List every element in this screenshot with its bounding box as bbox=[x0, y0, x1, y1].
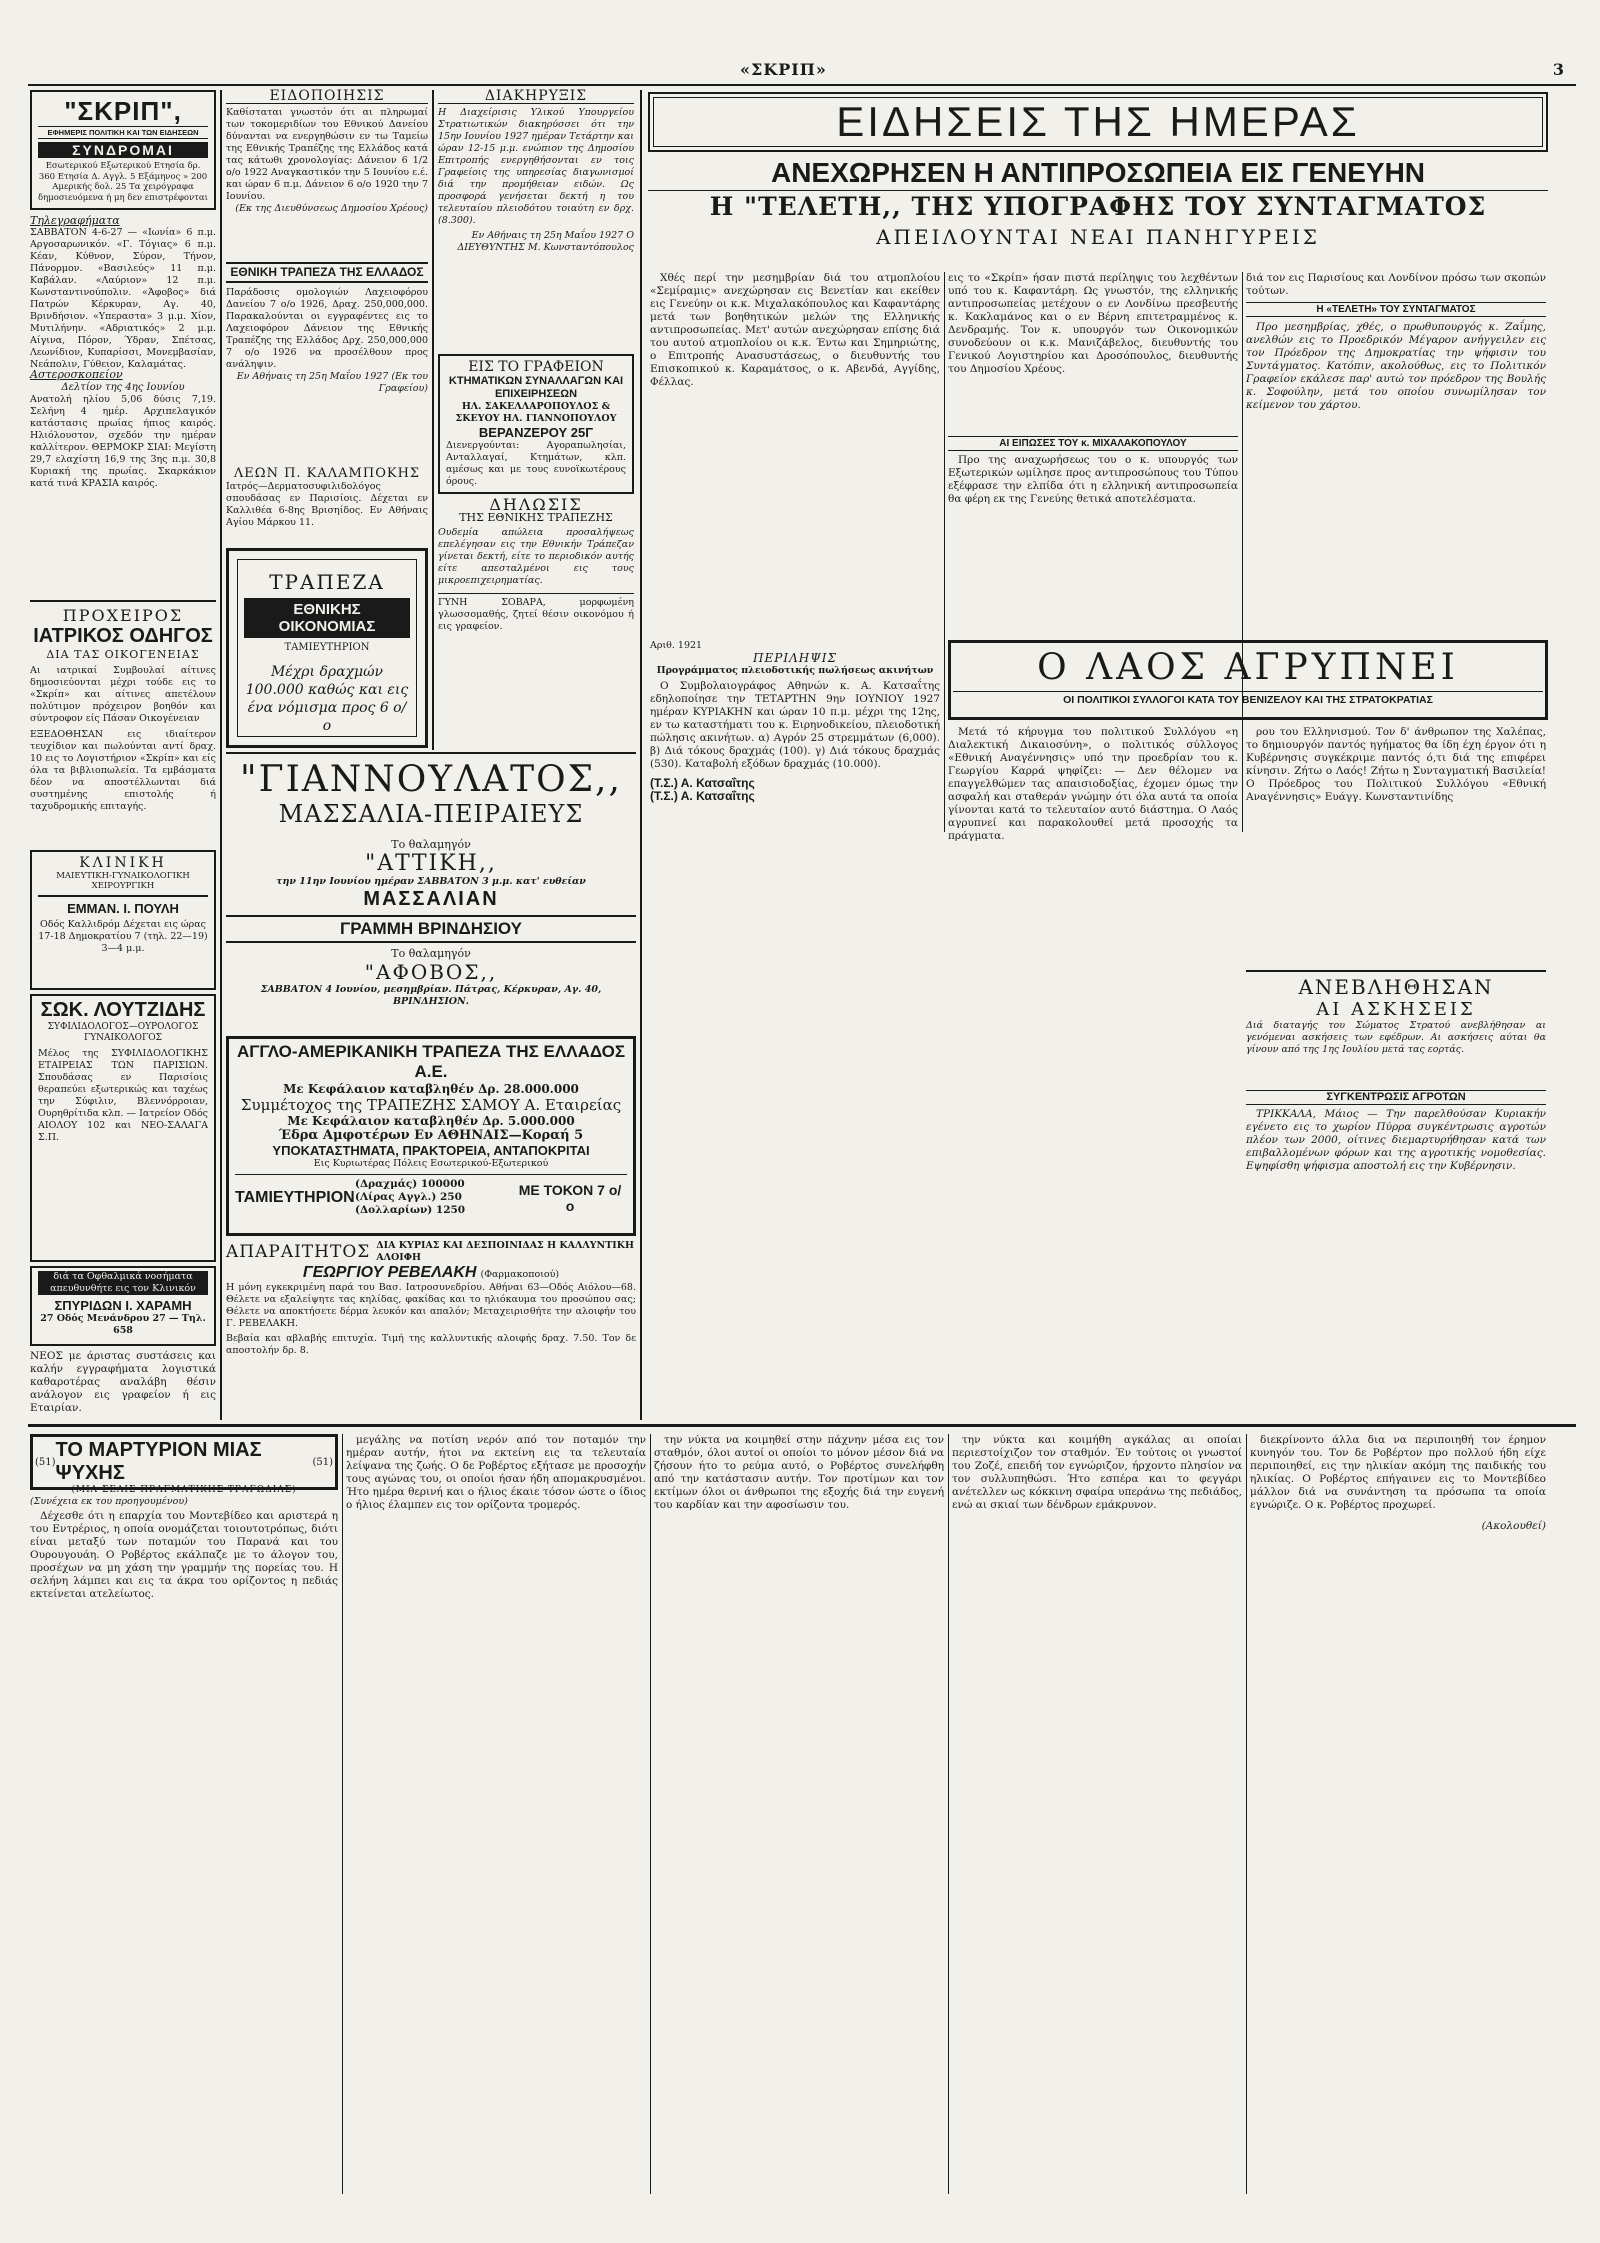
bank-declaration-subtitle: ΤΗΣ ΕΘΝΙΚΗΣ ΤΡΑΠΕΖΗΣ bbox=[459, 511, 613, 524]
observatory-title: Αστεροσκοπείον bbox=[30, 368, 123, 381]
main-headline: ΑΝΕΧΩΡΗΣΕΝ Η ΑΝΤΙΠΡΟΣΩΠΕΙΑ ΕΙΣ ΓΕΝΕΥΗΝ bbox=[770, 157, 1426, 188]
woman-notice: ΓΥΝΗ ΣΟΒΑΡΑ, μορφωμένη γλωσσομαθής, ζητεί θέσιν οικονόμου ή εις γραφείον. bbox=[438, 593, 634, 633]
office-subtitle: ΚΤΗΜΑΤΙΚΩΝ ΣΥΝΑΛΛΑΓΩΝ ΚΑΙ ΕΠΙΧΕΙΡΗΣΕΩΝ bbox=[448, 375, 624, 400]
national-bank-title: ΕΘΝΙΚΗ ΤΡΑΠΕΖΑ ΤΗΣ ΕΛΛΑΔΟΣ bbox=[226, 262, 428, 283]
serial-continuation: (Συνέχεια εκ του προηγουμένου) bbox=[30, 1496, 188, 1507]
michalakopoulos-text: Προ της αναχωρήσεως του ο κ. υπουργός των Εξωτερικών ωμίλησε προς αντιπροσώπους του Τύπου εξέφρασε την ελπίδα ότι η ελληνική αντιπροσωπεία θα φέρη εκ της Γενεύης θετικά αποτελέσματα. bbox=[948, 454, 1238, 505]
serial-divider-3 bbox=[948, 1434, 949, 2194]
kalampokis-name: ΛΕΩΝ Π. ΚΑΛΑΜΠΟΚΗΣ bbox=[233, 466, 421, 481]
ship1-text: την 11ην Ιουνίου ημέραν ΣΑΒΒΑΤΟΝ 3 μ.μ. κατ' ευθείαν bbox=[276, 876, 586, 887]
serial-paragraph-3: την νύκτα να κοιμηθεί στην πάχνην μέσα εις τον σταθμόν, όλοι αυτοί οι οποίοι το μόνον μέσον διά να ζήσουν ήτο το ρεύμα αυτό, ο Ροβέρτος συνελήφθη από την κατάστασιν αυτήν. Τον προτίμων και τον εκτίμων όλοι οι άνθρωποι της εξοχής διά την ευγενή του καρδίαν και την αφοσίωσιν του. bbox=[654, 1434, 944, 1511]
anglo-rate-drachmas: (Δραχμάς) 100000 bbox=[355, 1178, 465, 1190]
auction-subtitle: Προγράμματος πλειοδοτικής πωλήσεως ακινήτων bbox=[656, 665, 934, 676]
news-col-c-text: διά τον εις Παρισίους και Λονδίνον πρόσω των σκοπών τούτων. bbox=[1246, 272, 1546, 297]
auction-title: ΠΕΡΙΛΗΨΙΣ bbox=[753, 651, 837, 665]
real-estate-office-ad bbox=[438, 354, 634, 494]
news-col-a-text: Χθές περί την μεσημβρίαν διά του ατμοπλοίου «Σεμίραμις» ανεχώρησαν εις Βενετίαν και εκείθεν εις Γενεύην οι κ.κ. Μιχαλακόπουλος και Καφαντάρης μετά των βοηθητικών μελών της Ελληνικής αντιπροσωπείας. Μετ' αυτών ανεχώρησαν επίσης διά του αυτού ατμοπλοίου οι κ.κ. Έντω και Σημηριώτης, ο Επιτροπής Ανασυστάσεως, ο διευθυντής του Επισκοπικού κ. Καραμάτσος, ο κ. Αβενδά, Αγγίδης, Φέλλας. bbox=[650, 272, 940, 388]
serial-title: ΤΟ ΜΑΡΤΥΡΙΟΝ ΜΙΑΣ ΨΥΧΗΣ bbox=[55, 1439, 262, 1484]
anglo-capital-2: Με Κεφάλαιον καταβληθέν Δρ. 5.000.000 bbox=[287, 1114, 575, 1128]
postponed-subtitle: ΑΙ ΑΣΚΗΣΕΙΣ bbox=[1316, 999, 1476, 1020]
top-rule bbox=[28, 84, 1576, 86]
michalakopoulos-title: ΑΙ ΕΙΠΩΣΕΣ ΤΟΥ κ. ΜΙΧΑΛΑΚΟΠΟΥΛΟΥ bbox=[948, 436, 1238, 451]
announcement-section bbox=[226, 90, 428, 260]
lutzidis-ad bbox=[30, 994, 216, 1262]
office-names: ΗΛ. ΣΑΚΕΛΛΑΡΟΠΟΥΛΟΣ & ΣΚΕΥΟΥ ΗΛ. ΓΙΑΝΝΟΠΟΥΛΟΥ bbox=[455, 401, 617, 424]
people-awake-subtitle: ΟΙ ΠΟΛΙΤΙΚΟΙ ΣΥΛΛΟΓΟΙ ΚΑΤΑ ΤΟΥ ΒΕΝΙΖΕΛΟΥ ΚΑΙ ΤΗΣ ΣΤΡΑΤΟΚΡΑΤΙΑΣ bbox=[953, 691, 1543, 706]
trapeza-text: Μέχρι δραχμών 100.000 καθώς και εις ένα νόμισμα προς 6 ο/ο bbox=[245, 664, 409, 734]
anglo-branches: ΥΠΟΚΑΤΑΣΤΗΜΑΤΑ, ΠΡΑΚΤΟΡΕΙΑ, ΑΝΤΑΠΟΚΡΙΤΑΙ bbox=[272, 1143, 590, 1158]
job-notice bbox=[30, 1350, 216, 1420]
masthead-name: "ΣΚΡΙΠ", bbox=[64, 96, 182, 126]
medical-text: Αι ιατρικαί Συμβουλαί αίτινες δημοσιεύονται μέχρι τούδε εις το «Σκρίπ» και αίτινες απετέλουν πολύτιμον πρόχειρον βοηθόν και σύντροφον είς Πάσαν Οικογένειαν bbox=[30, 665, 216, 724]
main-headline-block bbox=[648, 156, 1548, 266]
serial-number-right: (51) bbox=[312, 1456, 333, 1468]
trapeza-ad bbox=[226, 548, 428, 748]
telegraph-title: Τηλεγραφήματα bbox=[30, 214, 120, 227]
ship1-name: "ΑΤΤΙΚΗ,, bbox=[365, 851, 497, 876]
postponed-text: Διά διαταγής του Σώματος Στρατού ανεβλήθησαν αι γενόμεναι ασκήσεις των εφέδρων. Αι ασκήσεις αύται θα γίνουν από της 1ης Ιουλίου μετά τας εορτάς. bbox=[1246, 1020, 1546, 1055]
kalampokis-ad bbox=[226, 466, 428, 542]
trapeza-name: ΕΘΝΙΚΗΣ ΟΙΚΟΝΟΜΙΑΣ bbox=[244, 598, 410, 638]
announcement-sign: (Εκ της Διευθύνσεως Δημοσίου Χρέους) bbox=[235, 203, 428, 214]
auction-sign-1: (Τ.Σ.) Α. Κατσαΐτης bbox=[650, 776, 755, 790]
running-head bbox=[0, 60, 1600, 82]
serial-col-4 bbox=[952, 1434, 1242, 2194]
people-awake-text-2: ρου του Ελληνισμού. Τον δ' άνθρωπον της Χαλέπας, το δημιουργόν παντός ηγήματος θα ίδη έχη έργον ότι η Κυβέρνησις συγκέκριμε παντός ό,τι διά της επιφέρει κίνησιν. Ζήτω ο Λαός! Ζήτω η Συνταγματική Βασιλεία! Ο Πρόεδρος του Πολιτικού Συλλόγου «Εθνική Αναγέννησις» Ευάγγ. Κωνσταντινίδης bbox=[1246, 726, 1546, 803]
medical-guide-section bbox=[30, 606, 216, 846]
anglo-rate-pounds: (Λίρας Αγγλ.) 250 bbox=[355, 1191, 462, 1203]
postponed-exercises bbox=[1246, 970, 1546, 1055]
serial-col-3 bbox=[654, 1434, 944, 2194]
masthead-tagline: ΕΦΗΜΕΡΙΣ ΠΟΛΙΤΙΚΗ ΚΑΙ ΤΩΝ ΕΙΔΗΣΕΩΝ bbox=[38, 126, 208, 139]
medical-published: ΕΞΕΔΟΘΗΣΑΝ εις ιδιαίτερον τευχίδιον και πωλούνται αντί δραχ. 10 εις το Λογιστήριον «Σκρίπ» και είς όλα τα βιβλιοπωλεία. Τα εμβάσματα δέον να αποστέλλωνται διά συστημένης επιστολής ή ταχυδρομικής επιταγής. bbox=[30, 729, 216, 812]
observatory-text: Ανατολή ηλίου 5,06 δύσις 7,19. Σελήνη 4 ημέρ. Αρχιπελαγικόν κατάστασις πρωίας ήπιος καιρός. Ηλιόλουστον, σχεδόν την ημέραν καλλίτερον. ΘΕΡΜΟΚΡ ΣΙΑΙ: Μεγίστη 29,7 ελαχίστη 16,9 της 3ης π.μ. 30,8 Κυριακή της πρωίας. Σκαρκάκιον κατά τινά ΚΡΑΣΙΑ καιρός. bbox=[30, 394, 216, 489]
ophthalmology-name: ΣΠΥΡΙΔΩΝ Ι. ΧΑΡΑΜΗ bbox=[54, 1298, 192, 1313]
lutzidis-title: ΣΩΚ. ΛΟΥΤΖΙΔΗΣ bbox=[40, 999, 206, 1021]
people-awake-col-2 bbox=[1246, 726, 1546, 966]
office-title: ΕΙΣ ΤΟ ΓΡΑΦΕΙΟΝ bbox=[468, 359, 604, 375]
serial-paragraph-2: μεγάλης να ποτίση νερόν από τον ποταμόν την ημέραν αυτήν, ήτοι να εκτείνη εις τα τελευταία λείψανα της ζωής. Ο δε Ροβέρτος εξήτασε με προσοχήν τους αγώνας του, οι οποίοι ήσαν ήδη απομακρυσμένοι. Ήτο ημέρα θερινή και ο ήλιος έκαιε τόσον ώστε ο ίδιος ο ήλιος έλαμπεν εις τον ορίζοντα τρομερός. bbox=[346, 1434, 646, 1511]
rebelakis-small: Βεβαία και αβλαβής επιτυχία. Τιμή της καλλυντικής αλοιφής δραχ. 7.50. Τον δε αποστολήν δρ. 8. bbox=[226, 1333, 636, 1356]
serial-divider-4 bbox=[1246, 1434, 1247, 2194]
anglo-title: ΑΓΓΛΟ-ΑΜΕΡΙΚΑΝΙΚΗ ΤΡΑΠΕΖΑ ΤΗΣ ΕΛΛΑΔΟΣ Α.Ε. bbox=[236, 1042, 626, 1081]
serial-number-left: (51) bbox=[35, 1456, 56, 1468]
running-head-title: «ΣΚΡΙΠ» bbox=[740, 60, 827, 79]
farmers-gathering bbox=[1246, 1090, 1546, 1240]
ship1-destination: ΜΑΣΣΑΛΙΑΝ bbox=[363, 888, 499, 910]
farmers-text: ΤΡΙΚΚΑΛΑ, Μάιος — Την παρελθούσαν Κυριακήν εγένετο εις το χωρίον Πύρρα συγκέντρωσις αγροτών πλέον των 2000, οίτινες διεμαρτυρήθησαν κατά των επιβαλλομένων φόρων και της αγροτικής νομοθεσίας. Εψηφίσθη ψήφισμα αποστολή εις την Κυβέρνησιν. bbox=[1246, 1108, 1546, 1172]
subscriptions-title: ΣΥΝΔΡΟΜΑΙ bbox=[38, 142, 208, 158]
masthead-box bbox=[30, 90, 216, 210]
medical-subtitle: ΔΙΑ ΤΑΣ ΟΙΚΟΓΕΝΕΙΑΣ bbox=[46, 648, 200, 661]
serial-subtitle: (ΜΙΑ ΣΕΛΙΣ ΠΡΑΓΜΑΤΙΚΗΣ ΤΡΑΓΩΔΙΑΣ) bbox=[71, 1485, 297, 1495]
people-awake-title: Ο ΛΑΟΣ ΑΓΡΥΠΝΕΙ bbox=[1037, 647, 1459, 688]
news-divider-1 bbox=[944, 272, 945, 832]
job-notice-text: ΝΕΟΣ με άριστας συστάσεις και καλήν εγγραφήματα λογιστικά καθαροτέρας αναλάβη θέσιν ανάλογον εις γραφείον ή εις Εταιρίαν. bbox=[30, 1350, 216, 1414]
national-bank-text: Παράδοσις ομολογιών Λαχειοφόρου Δανείου 7 ο/ο 1926, Δραχ. 250,000,000. Παρακαλούνται οι εγγραφέντες εις το Λαχειοφόρον Δάνειον της Εθνικής Τραπέζης της Ελλάδος Δρχ. 250,000,000 7 ο/ο 1926 να προσέλθουν προς ανάληψιν. bbox=[226, 287, 428, 370]
news-of-day-banner bbox=[648, 92, 1548, 152]
auction-sign-2: (Τ.Σ.) Α. Κατσαΐτης bbox=[650, 789, 755, 803]
subscriptions-text: Εσωτερικού Εξωτερικού Ετησία δρ. 360 Ετησία Δ. Αγγλ. 5 Εξάμηνος » 200 Αμερικής δολ. 25 Τα χειρόγραφα δημοσιευόμενα ή μη δεν επιστρέφονται bbox=[38, 161, 208, 203]
clinic-rule bbox=[38, 895, 208, 897]
serial-to-be-continued: (Ακολουθεί) bbox=[1481, 1520, 1546, 1532]
telegraph-section bbox=[30, 214, 216, 370]
ship2-intro: Το θαλαμηγόν bbox=[391, 947, 471, 960]
news-column-c bbox=[1246, 272, 1546, 632]
serial-top-rule bbox=[28, 1424, 1576, 1427]
medical-prefix: ΠΡΟΧΕΙΡΟΣ bbox=[62, 606, 184, 625]
shipping-title: "ΓΙΑΝΝΟΥΛΑΤΟΣ,, bbox=[240, 759, 622, 800]
postponed-title: ΑΝΕΒΛΗΘΗΣΑΝ bbox=[1298, 975, 1494, 999]
national-bank-sign: Εν Αθήναις τη 25η Μαΐου 1927 (Εκ του Γραφείου) bbox=[236, 371, 428, 394]
serial-divider-2 bbox=[650, 1434, 651, 2194]
clinic-title: ΚΛΙΝΙΚΗ bbox=[79, 855, 167, 871]
bank-declaration-section bbox=[438, 495, 634, 678]
ophthalmology-address: 27 Οδός Μενάνδρου 27 — Τηλ. 658 bbox=[40, 1313, 206, 1336]
announcement-text: Καθίσταται γνωστόν ότι αι πληρωμαί των τοκομεριδίων του Εθνικού Δανείου δύνανται να ενεργηθώσιν εν τω Ταμείω της Εθνικής Τραπέζης της Ελλάδος κατά τας κάτωθι χρονολογίας: Δάνειον 6 1/2 ο/ο 1922 Αναγκαστικόν την 5 Ιουνίου ε.έ. και ώραν 6 π.μ. Δάνειον 6 ο/ο 1920 την 7 Ιουνίου. bbox=[226, 107, 428, 202]
serial-paragraph-5: διεκρίνοντο άλλα δια να περιποιηθή τον έρημον κυνηγόν του. Τον δε Ροβέρτον προ πολλού ήδη είχε περιποιηθεί, εις την ηλικίαν ακόμη της παιδικής του ηλικίας. Ο Ροβέρτος επήγαινεν εις το Μοντεβίδεο μάλλον διά να συνάντηση τα πρόσωπα τα οποία εγνώριζε. Ο κ. Ροβέρτος προχωρεί. bbox=[1250, 1434, 1546, 1511]
ship2-name: "ΑΦΟΒΟΣ,, bbox=[364, 960, 498, 984]
declaration-text: Η Διαχείρισις Υλικού Υπουργείου Στρατιωτικών διακηρύσσει ότι την 15ην Ιουνίου 1927 ημέραν Τετάρτην και ώραν 12-15 μ.μ. ενώπιον της Δημοσίου Επιτροπής ενεργηθήσονται εν τοις Γραφείοις της υπηρεσίας διαγωνισμοί διά την προμήθειαν ειδών. Ως προσφορά γενήσεται δεκτή η του τελευταίου πλειοδότου τοιαύτη εν δρχ. (8.300). bbox=[438, 107, 634, 226]
anglo-branches-subtitle: Εις Κυριωτέρας Πόλεις Εσωτερικού-Εξωτερικού bbox=[313, 1158, 549, 1169]
declaration-sign: Εν Αθήναις τη 25η Μαΐου 1927 Ο ΔΙΕΥΘΥΝΤΗΣ Μ. Κωνσταντόπουλος bbox=[457, 230, 634, 253]
serial-paragraph-4: την νύκτα και κοιμήθη αγκάλας αι οποίαι περιεστοίχιζον τον σταθμόν. Έν τούτοις οι γνωστοί του Ζοζέ, επειδή τον εγνώριζον, ήρχοντο πλησίον να τον συλλυπηθώσι. Ήτο εσπέρα και το φεγγάρι ανέτελλεν ως κόκκινη σφαίρα υπεράνω της πεδιάδος, ενώ αι σκιαί των δένδρων εμάκρυνον. bbox=[952, 1434, 1242, 1511]
ceremony-title: Η «ΤΕΛΕΤΗ» ΤΟΥ ΣΥΝΤΑΓΜΑΤΟΣ bbox=[1246, 302, 1546, 317]
michalakopoulos-section bbox=[948, 436, 1238, 636]
rebelakis-ad bbox=[226, 1240, 636, 1440]
anglo-interest: ΜΕ ΤΟΚΟΝ 7 ο/ο bbox=[518, 1181, 622, 1214]
office-text: Διενεργούνται: Αγοραπωλησίαι, Ανταλλαγαί, Κτημάτων, κλπ. αμέσως και με τους ευνοϊκωτέρους όρους. bbox=[446, 440, 626, 487]
office-address: ΒΕΡΑΝΖΕΡΟΥ 25Γ bbox=[478, 425, 594, 440]
shipping-route: ΜΑΣΣΑΛΙΑ-ΠΕΙΡΑΙΕΥΣ bbox=[278, 800, 584, 828]
lutzidis-text: Μέλος της ΣΥΦΙΛΙΔΟΛΟΓΙΚΗΣ ΕΤΑΙΡΕΙΑΣ ΤΩΝ ΠΑΡΙΣΙΩΝ. Σπουδάσας εν Παρισίοις θεραπεύει εξωτερικώς και ταχέως την Σύφιλιν, Βλεννόρροιαν, Ουρηθρίτιδα κλπ. — Ιατρείον Οδός ΑΙΟΛΟΥ 102 και ΝΕΟ-ΣΑΛΑΓΑ Σ.Π. bbox=[38, 1048, 208, 1143]
col-divider-1 bbox=[220, 90, 222, 1420]
clinic-address: Οδός Καλλιδρόμ Δέχεται εις ώρας 17-18 Δημοκρατίου 7 (τηλ. 22—19) 3—4 μ.μ. bbox=[38, 919, 208, 954]
ceremony-text: Προ μεσημβρίας, χθές, ο πρωθυπουργός κ. Ζαΐμης, ανελθών εις το Προεδρικόν Μέγαρον ανήγγειλεν εις τον Πρόεδρον της Δημοκρατίας την ψήφισιν του Συντάγματος. Κατόπιν, ακολούθως, εις το Πολιτικόν Γραφείον εκάλεσε παρ' αυτώ τον πρόεδρον της Βουλής κ. Σοφούλην, μετά του οποίου συνωμίλησαν τον κείμενον του χάρτου. bbox=[1246, 321, 1546, 411]
col-divider-3 bbox=[640, 90, 642, 1420]
people-awake-col-1 bbox=[948, 726, 1238, 1246]
news-col-b-text: εις το «Σκρίπ» ήσαν πιστά περίληψις του λεχθέντων υπό του κ. Καφαντάρη. Ως γνωστόν, της ελληνικής αντιπροσωπείας μετέχουν ο εν Λονδίνω πρεσβευτής κ. Κακλαμάνος και ο εν Βέρνη επιτετραμμένος κ. Δενδραμής. Τον κ. υπουργόν των Οικονομικών συνοδεύουν οι κ.κ. Μανιζάβελος, διευθυντής του Γενικού Λογιστηρίου και Δροσόπουλος, διευθυντής του Δημοσίου Χρέους. bbox=[948, 272, 1238, 375]
auction-section bbox=[650, 640, 940, 1240]
news-column-b bbox=[948, 272, 1238, 432]
anglo-savings: ΤΑΜΙΕΥΤΗΡΙΟΝ bbox=[235, 1188, 355, 1206]
divider bbox=[30, 600, 216, 602]
clinic-name: ΕΜΜΑΝ. Ι. ΠΟΥΛΗ bbox=[67, 901, 179, 916]
headline-sub-2: ΑΠΕΙΛΟΥΝΤΑΙ ΝΕΑΙ ΠΑΝΗΓΥΡΕΙΣ bbox=[876, 225, 1320, 249]
ship2-text: ΣΑΒΒΑΤΟΝ 4 Ιουνίου, μεσημβρίαν. Πάτρας, Κέρκυραν, Αγ. 40, ΒΡΙΝΔΗΣΙΟΝ. bbox=[260, 984, 602, 1007]
trapeza-subtitle: ΤΑΜΙΕΥΤΗΡΙΟΝ bbox=[284, 642, 370, 653]
ophthalmology-heading: διά τα Οφθαλμικά νοσήματα απευθυνθήτε εις τον Κλινικόν bbox=[38, 1271, 208, 1295]
serial-col-2 bbox=[346, 1434, 646, 2194]
declaration-section bbox=[438, 90, 634, 350]
col-divider-2 bbox=[432, 90, 434, 750]
medical-title: ΙΑΤΡΙΚΟΣ ΟΔΗΓΟΣ bbox=[33, 625, 213, 647]
observatory-section bbox=[30, 368, 216, 598]
rebelakis-name: ΓΕΩΡΓΙΟΥ ΡΕΒΕΛΑΚΗ bbox=[302, 1264, 477, 1281]
serial-col-1 bbox=[30, 1496, 338, 2196]
national-bank-section bbox=[226, 262, 428, 462]
page-number: 3 bbox=[1552, 60, 1564, 79]
serial-title-box bbox=[30, 1434, 338, 1495]
clinic-ad bbox=[30, 850, 216, 990]
news-divider-2 bbox=[1242, 272, 1243, 832]
shipping-ad bbox=[226, 752, 636, 1032]
people-awake-text-1: Μετά τό κήρυγμα του πολιτικού Συλλόγου «η Διαλεκτική Δικαιοσύνη», ο πολιτικός σύλλογος «Εθνική Αναγέννησις» υπό την προεδρίαν του κ. Γεωργίου Καρρά ψηφίζει: — Δεν θέλομεν να επαγγελθώμεν τας απαισιοδοξίας, έχομεν όμως την ασφαλή και σταθεράν γνώμην ότι όλα αυτά τα οποία γίνονται κατά το τελευταίον αυτό διάστημα. Ο Λαός αγρυπνεί και παρακολουθεί μετά προσοχής τα πράγματα. bbox=[948, 726, 1238, 842]
anglo-seat: Έδρα Αμφοτέρων Εν ΑΘΗΝΑΙΣ—Κοραή 5 bbox=[278, 1128, 584, 1143]
announcement-title: ΕΙΔΟΠΟΙΗΣΙΣ bbox=[226, 90, 428, 104]
bank-declaration-title: ΔΗΛΩΣΙΣ bbox=[489, 495, 583, 514]
people-awake-banner bbox=[948, 640, 1548, 720]
telegraph-text: ΣΑΒΒΑΤΟΝ 4-6-27 — «Ιωνία» 6 π.μ. Αργοσαρωνικόν. «Γ. Τόγιας» 6 π.μ. Κέαν, Κύθνον, Σύρον, Τήνον, Πάνορμον. «Βασιλεύς» 11 π.μ. Καβάλαν. «Λαύριον» 12 π.μ. Κωνσταντινούπολιν. «Άφοβος» διά Πατρών Κέρκυραν, Αγ. 40, Βρινδήσιον. «Υπεραστα» 3 μ.μ. Χίον, Μυτιλήνην. «Αδριατικός» 2 μ.μ. Αίγινα, Πόρον, Ύδραν, Σπέτσας, Λεωνίδιον, Κυπαρίσσι, Μονεμβασίαν, Νεάπολιν, Γύθειον, Καλαμάτας. bbox=[30, 227, 216, 370]
line2-title: ΓΡΑΜΜΗ ΒΡΙΝΔΗΣΙΟΥ bbox=[226, 915, 636, 943]
anglo-rate-dollars: (Δολλαρίων) 1250 bbox=[355, 1204, 466, 1216]
kalampokis-text: Ιατρός—Δερματοσυφιλιδολόγος σπουδάσας εν Παρισίοις. Δέχεται εν Καλλιθέα 6-8ης Βρισηίδος. Εν Αθήναις Αγίου Μάρκου 11. bbox=[226, 481, 428, 528]
headline-sub-1: Η "ΤΕΛΕΤΗ,, ΤΗΣ ΥΠΟΓΡΑΦΗΣ ΤΟΥ ΣΥΝΤΑΓΜΑΤΟΣ bbox=[648, 190, 1548, 223]
observatory-subtitle: Δελτίον της 4ης Ιουνίου bbox=[61, 382, 185, 393]
auction-date: Αριθ. 1921 bbox=[650, 640, 703, 651]
serial-paragraph-1: Δέχεσθε ότι η επαρχία του Μοντεβίδεο και αριστερά η του Εντρέριος, η οποία ονομάζεται τοιουτοτρόπως, διότι είναι μεταξύ των ποταμών του Παρανά και του Ουρουγουάη. Ο Ροβέρτος εκάλπαζε με το άλογον του, προσέχων να μη χάση την γραμμήν της πορείας του. Η σελήνη λάμπει και εις τα άκρα του ορίζοντος η πεδιάς εκτείνεται ατελείωτος. bbox=[30, 1510, 338, 1600]
rebelakis-title: ΑΠΑΡΑΙΤΗΤΟΣ bbox=[226, 1242, 371, 1262]
anglo-merger: Συμμέτοχος της ΤΡΑΠΕΖΗΣ ΣΑΜΟΥ Α. Εταιρείας bbox=[240, 1096, 622, 1114]
anglo-american-bank-ad bbox=[226, 1036, 636, 1236]
rebelakis-subtitle: ΔΙΑ ΚΥΡΙΑΣ ΚΑΙ ΔΕΣΠΟΙΝΙΔΑΣ Η ΚΑΛΛΥΝΤΙΚΗ ΑΛΟΙΦΗ bbox=[376, 1240, 634, 1263]
auction-text: Ο Συμβολαιογράφος Αθηνών κ. Α. Κατσαΐτης εδηλοποίησε την ΤΕΤΑΡΤΗΝ 9ην ΙΟΥΝΙΟΥ 1927 ημέραν ΚΥΡΙΑΚΗΝ και ώραν 10 π.μ. μέχρι της 12ης, εν τω καταστήματι του κ. Ειρηνοδικείου, πλειοδοτική πώλησις ακινήτων. α) Αγρόν 25 στρεμμάτων (6,000). β) Διά τόκους δραχμάς (100). γ) Διά τόκους δραχμάς (530). Καταβολή εξόδων δραχμάς (10.000). bbox=[650, 680, 940, 770]
news-of-day-title: ΕΙΔΗΣΕΙΣ ΤΗΣ ΗΜΕΡΑΣ bbox=[836, 98, 1360, 145]
rebelakis-text: Η μόνη εγκεκριμένη παρά του Βασ. Ιατροσυνεδρίου. Αθήναι 63—Οδός Αιόλου—68. Θέλετε να εξαλείψητε τας κηλίδας, φακίδας και το ηλιόκαυμα του προσώπου σας; Θέλετε να αποκτήσετε δέρμα λευκόν και απαλόν; Μεταχειρισθήτε την αλοιφήν του Γ. ΡΕΒΕΛΑΚΗ. bbox=[226, 1282, 636, 1329]
farmers-title: ΣΥΓΚΕΝΤΡΩΣΙΣ ΑΓΡΟΤΩΝ bbox=[1246, 1090, 1546, 1105]
bank-declaration-text: Ουδεμία απώλεια προσαλήψεως επελέγησαν εις την Εθνικήν Τράπεζαν γίνεται δεκτή, είτε το περιοδικόν αυτής είτε απεσταλμένοι εις τους μικροεπιχειρηματίας. bbox=[438, 527, 634, 586]
anglo-capital-1: Με Κεφάλαιον καταβληθέν Δρ. 28.000.000 bbox=[283, 1082, 579, 1096]
serial-divider-1 bbox=[342, 1434, 343, 2194]
lutzidis-subtitle: ΣΥΦΙΛΙΔΟΛΟΓΟΣ—ΟΥΡΟΛΟΓΟΣ ΓΥΝΑΙΚΟΛΟΓΟΣ bbox=[47, 1022, 199, 1043]
ophthalmology-ad bbox=[30, 1266, 216, 1346]
clinic-subtitle: ΜΑΙΕΥΤΙΚΗ-ΓΥΝΑΙΚΟΛΟΓΙΚΗ ΧΕΙΡΟΥΡΓΙΚΗ bbox=[56, 871, 190, 891]
rebelakis-name-subtitle: (Φαρμακοποιού) bbox=[480, 1269, 560, 1280]
trapeza-title: ΤΡΑΠΕΖΑ bbox=[269, 570, 385, 594]
declaration-title: ΔΙΑΚΗΡΥΞΙΣ bbox=[438, 90, 634, 104]
serial-col-5 bbox=[1250, 1434, 1546, 2194]
ship1-intro: Το θαλαμηγόν bbox=[391, 838, 471, 851]
news-column-a bbox=[650, 272, 940, 632]
